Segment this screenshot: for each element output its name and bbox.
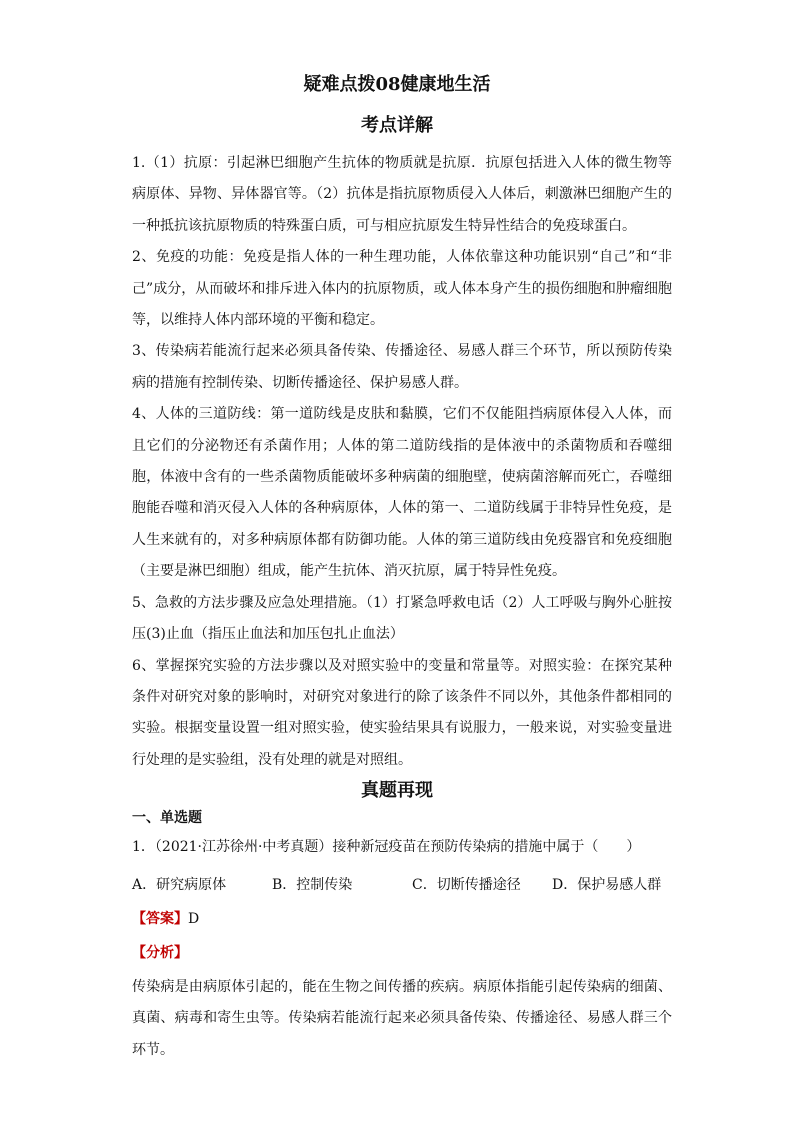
analysis-tag: 【分析】 <box>132 945 188 961</box>
answer-value: D <box>188 911 200 927</box>
analysis-line <box>132 938 672 968</box>
subsection-heading: 一、单选题 <box>132 810 202 826</box>
analysis-text: 传染病是由病原体引起的，能在生物之间传播的疾病。病原体指能引起传染病的细菌、真菌、病毒和寄生虫等。传染病若能流行起来必须具备传染、传播途径、易感人群三个环节。 <box>132 979 672 1058</box>
section-title-key-points: 考点详解 <box>361 115 433 136</box>
option-a: A．研究病原体 <box>132 877 227 893</box>
paragraph-3: 3、传染病若能流行起来必须具备传染、传播途径、易感人群三个环节，所以预防传染病的措施有控制传染、切断传播途径、保护易感人群。 <box>132 343 672 391</box>
key-points-body <box>132 148 672 776</box>
paragraph-4: 4、人体的三道防线：第一道防线是皮肤和黏膜，它们不仅能阻挡病原体侵入人体，而且它们的分泌物还有杀菌作用；人体的第二道防线指的是体液中的杀菌物质和吞噬细胞，体液中含有的一些杀菌物质能破坏多种病菌的细胞壁，使病菌溶解而死亡，吞噬细胞能吞噬和消灭侵入人体的各种病原体，人体的第一、二道防线属于非特异性免疫，是人生来就有的，对多种病原体都有防御功能。人体的第三道防线由免疫器官和免疫细胞（主要是淋巴细胞）组成，能产生抗体、消灭抗原，属于特异性免疫。 <box>132 406 672 580</box>
section-title-past-questions: 真题再现 <box>361 780 433 801</box>
option-c: C．切断传播途径 <box>412 877 521 893</box>
question-text: 1．（2021·江苏徐州·中考真题）接种新冠疫苗在预防传染病的措施中属于（ ） <box>132 839 641 855</box>
option-d: D．保护易感人群 <box>552 877 662 893</box>
answer-tag: 【答案】 <box>132 911 188 927</box>
document-title: 疑难点拨08健康地生活 <box>303 74 491 95</box>
option-b: B．控制传染 <box>272 877 353 893</box>
paragraph-1: 1.（1）抗原：引起淋巴细胞产生抗体的物质就是抗原．抗原包括进入人体的微生物等病原体、异物、异体器官等。（2）抗体是指抗原物质侵入人体后，刺激淋巴细胞产生的一种抵抗该抗原物质的特殊蛋白质，可与相应抗原发生特异性结合的免疫球蛋白。 <box>132 155 672 234</box>
options-row <box>132 870 672 900</box>
answer-line <box>132 904 672 934</box>
paragraph-2: 2、免疫的功能：免疫是指人体的一种生理功能，人体依靠这种功能识别“自己”和“非己”成分，从而破坏和排斥进入体内的抗原物质，或人体本身产生的损伤细胞和肿瘤细胞等，以维持人体内部环境的平衡和稳定。 <box>132 249 672 329</box>
paragraph-6: 6、掌握探究实验的方法步骤以及对照实验中的变量和常量等。对照实验：在探究某种条件对研究对象的影响时，对研究对象进行的除了该条件不同以外，其他条件都相同的实验。根据变量设置一组对照实验，使实验结果具有说服力，一般来说，对实验变量进行处理的是实验组，没有处理的就是对照组。 <box>132 657 672 768</box>
question-block <box>132 808 672 1066</box>
paragraph-5: 5、急救的方法步骤及应急处理措施。（1）打紧急呼救电话（2）人工呼吸与胸外心脏按压(3)止血（指压止血法和加压包扎止血法） <box>132 594 672 643</box>
